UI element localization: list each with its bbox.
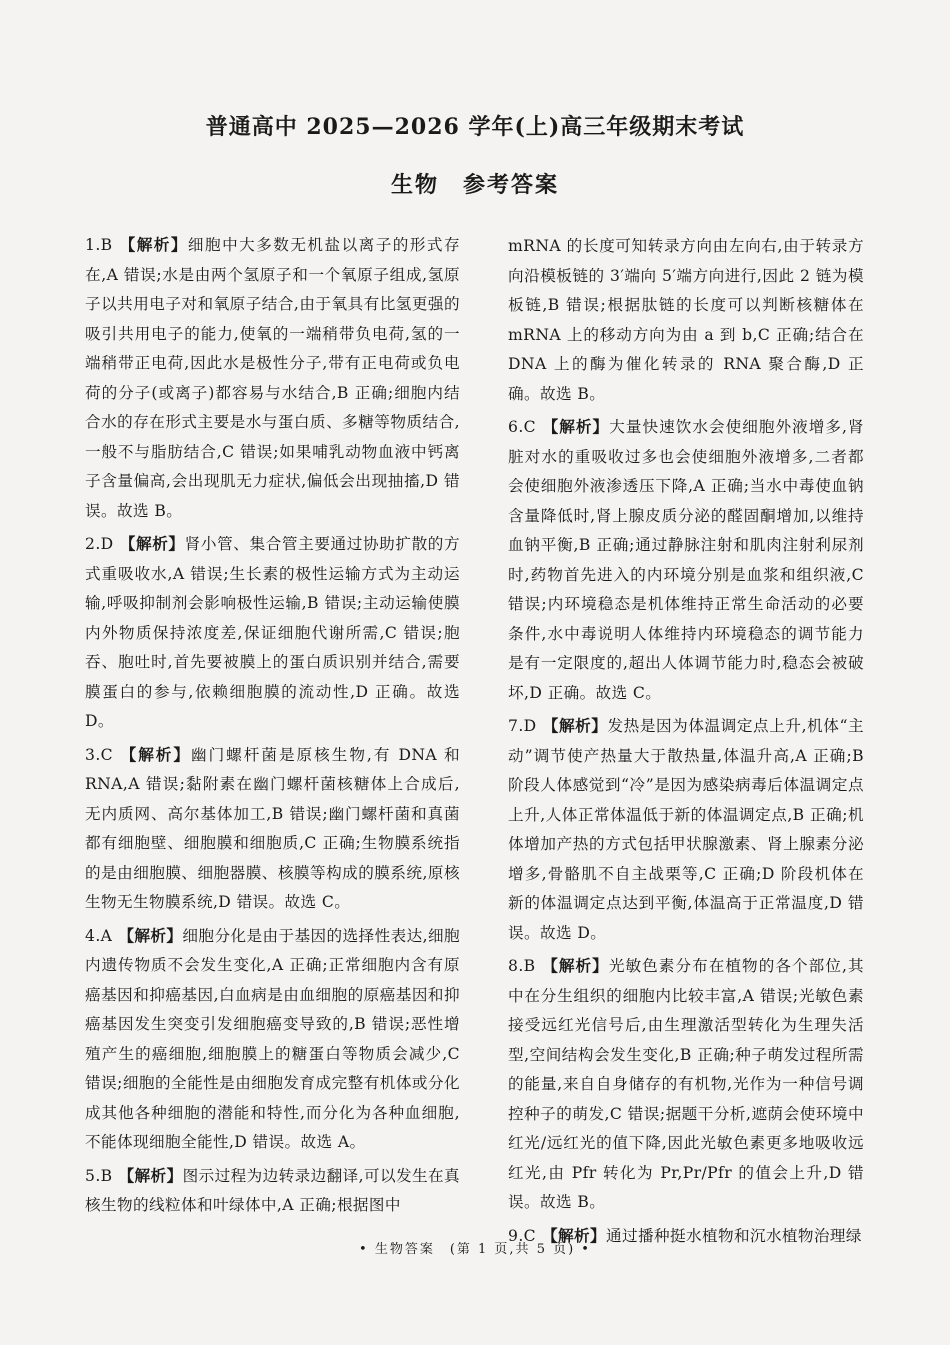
- answer-item-1: 1.B 【解析】细胞中大多数无机盐以离子的形式存在,A 错误;水是由两个氢原子和一个氧原子组成,氢原子以共用电子对和氧原子结合,由于氧具有比氢更强的吸引共用电子的能力,使氧的一端稍带负电荷,氢的一端稍带正电荷,因此水是极性分子,带有正电荷或负电荷的分子(或离子)都容易与水结合,B 正确;细胞内结合水的存在形式主要是水与蛋白质、多糖等物质结合,一般不与脂肪结合,C 错误;如果哺乳动物血液中钙离子含量偏高,会出现肌无力症状,偏低会出现抽搐,D 错误。故选 B。: [85, 235, 460, 520]
- page-subtitle: 生物 参考答案: [390, 172, 559, 198]
- answer-item-2: 2.D 【解析】肾小管、集合管主要通过协助扩散的方式重吸收水,A 错误;生长素的极性运输方式为主动运输,呼吸抑制剂会影响极性运输,B 错误;主动运输使膜内外物质保持浓度差,保证细胞代谢所需,C 错误;胞吞、胞吐时,首先要被膜上的蛋白质识别并结合,需要膜蛋白的参与,依赖细胞膜的流动性,D 正确。故选 D。: [85, 534, 460, 730]
- answer-item-9: 9.C 【解析】通过播种挺水植物和沉水植物治理绿: [508, 1225, 862, 1245]
- answer-item-5-cont: [508, 232, 864, 409]
- answer-item-8: 8.B 【解析】光敏色素分布在植物的各个部位,其中在分生组织的细胞内比较丰富,A 错误;光敏色素接受远红光信号后,由生理激活型转化为生理失活型,空间结构会发生变化,B 正确;种子萌发过程所需的能量,来自自身储存的有机物,光作为一种信号调控种子的萌发,C 错误;据题干分析,遮荫会使环境中红光/远红光的值下降,因此光敏色素更多地吸收远红光,由 Pfr 转化为 Pr,Pr/Pfr 的值会上升,D 错误。故选 B。: [508, 956, 864, 1211]
- answer-item-3: 3.C 【解析】幽门螺杆菌是原核生物,有 DNA 和 RNA,A 错误;黏附素在幽门螺杆菌核糖体上合成后,无内质网、高尔基体加工,B 错误;幽门螺杆菌和真菌都有细胞壁、细胞膜和细胞质,C 正确;生物膜系统指的是由细胞膜、细胞器膜、核膜等构成的膜系统,原核生物无生物膜系统,D 错误。故选 C。: [85, 744, 460, 911]
- answer-5-text-part1: 图示过程为边转录边翻译,可以发生在真核生物的线粒体和叶绿体中,A 正确;根据图中: [85, 1166, 460, 1214]
- answer-item-4: 4.A 【解析】细胞分化是由于基因的选择性表达,细胞内遗传物质不会发生变化,A 正确;正常细胞内含有原癌基因和抑癌基因,白血病是由血细胞的原癌基因和抑癌基因发生突变引发细胞癌变导致的,B 错误;恶性增殖产生的癌细胞,细胞膜上的糖蛋白等物质会减少,C 错误;细胞的全能性是由细胞发育成完整有机体或分化成其他各种细胞的潜能和特性,而分化为各种血细胞,不能体现细胞全能性,D 错误。故选 A。: [85, 925, 460, 1151]
- right-column: [508, 232, 864, 1254]
- answer-5-text-part2: mRNA 的长度可知转录方向由左向右,由于转录方向沿模板链的 3′端向 5′端方向进行,因此 2 链为模板链,B 错误;根据肽链的长度可以判断核糖体在 mRNA 上的移动方向为由 a 到 b,C 正确;结合在 DNA 上的酶为催化转录的 RNA 聚合酶,D 正确。故选 B。: [508, 237, 864, 403]
- page-title: 普通高中 2025—2026 学年(上)高三年级期末考试: [205, 114, 745, 140]
- answer-item-7: 7.D 【解析】发热是因为体温调定点上升,机体“主动”调节使产热量大于散热量,体温升高,A 正确;B 阶段人体感觉到“冷”是因为感染病毒后体温调定点上升,人体正常体温低于新的体温调定点,B 正确;机体增加产热的方式包括甲状腺激素、肾上腺素分泌增多,骨骼肌不自主战栗等,C 正确;D 阶段机体在新的体温调定点达到平衡,体温高于正常温度,D 错误。故选 D。: [508, 716, 865, 942]
- answer-item-6: 6.C 【解析】大量快速饮水会使细胞外液增多,肾脏对水的重吸收过多也会使细胞外液增多,二者都会使细胞外液渗透压下降,A 正确;当水中毒使血钠含量降低时,肾上腺皮质分泌的醛固酮增加,以维持血钠平衡,B 正确;通过静脉注射和肌肉注射利尿剂时,药物首先进入的内环境分别是血浆和组织液,C 错误;内环境稳态是机体维持正常生命活动的必要条件,水中毒说明人体维持内环境稳态的调节能力是有一定限度的,超出人体调节能力时,稳态会被破坏,D 正确。故选 C。: [508, 417, 865, 702]
- left-column: [85, 230, 460, 1224]
- page-footer: • 生物答案 (第 1 页,共 5 页) •: [359, 1242, 591, 1257]
- answer-item-5-start: 5.B 【解析】图示过程为边转录边翻译,可以发生在真核生物的线粒体和叶绿体中,A 正确;根据图中: [85, 1165, 460, 1214]
